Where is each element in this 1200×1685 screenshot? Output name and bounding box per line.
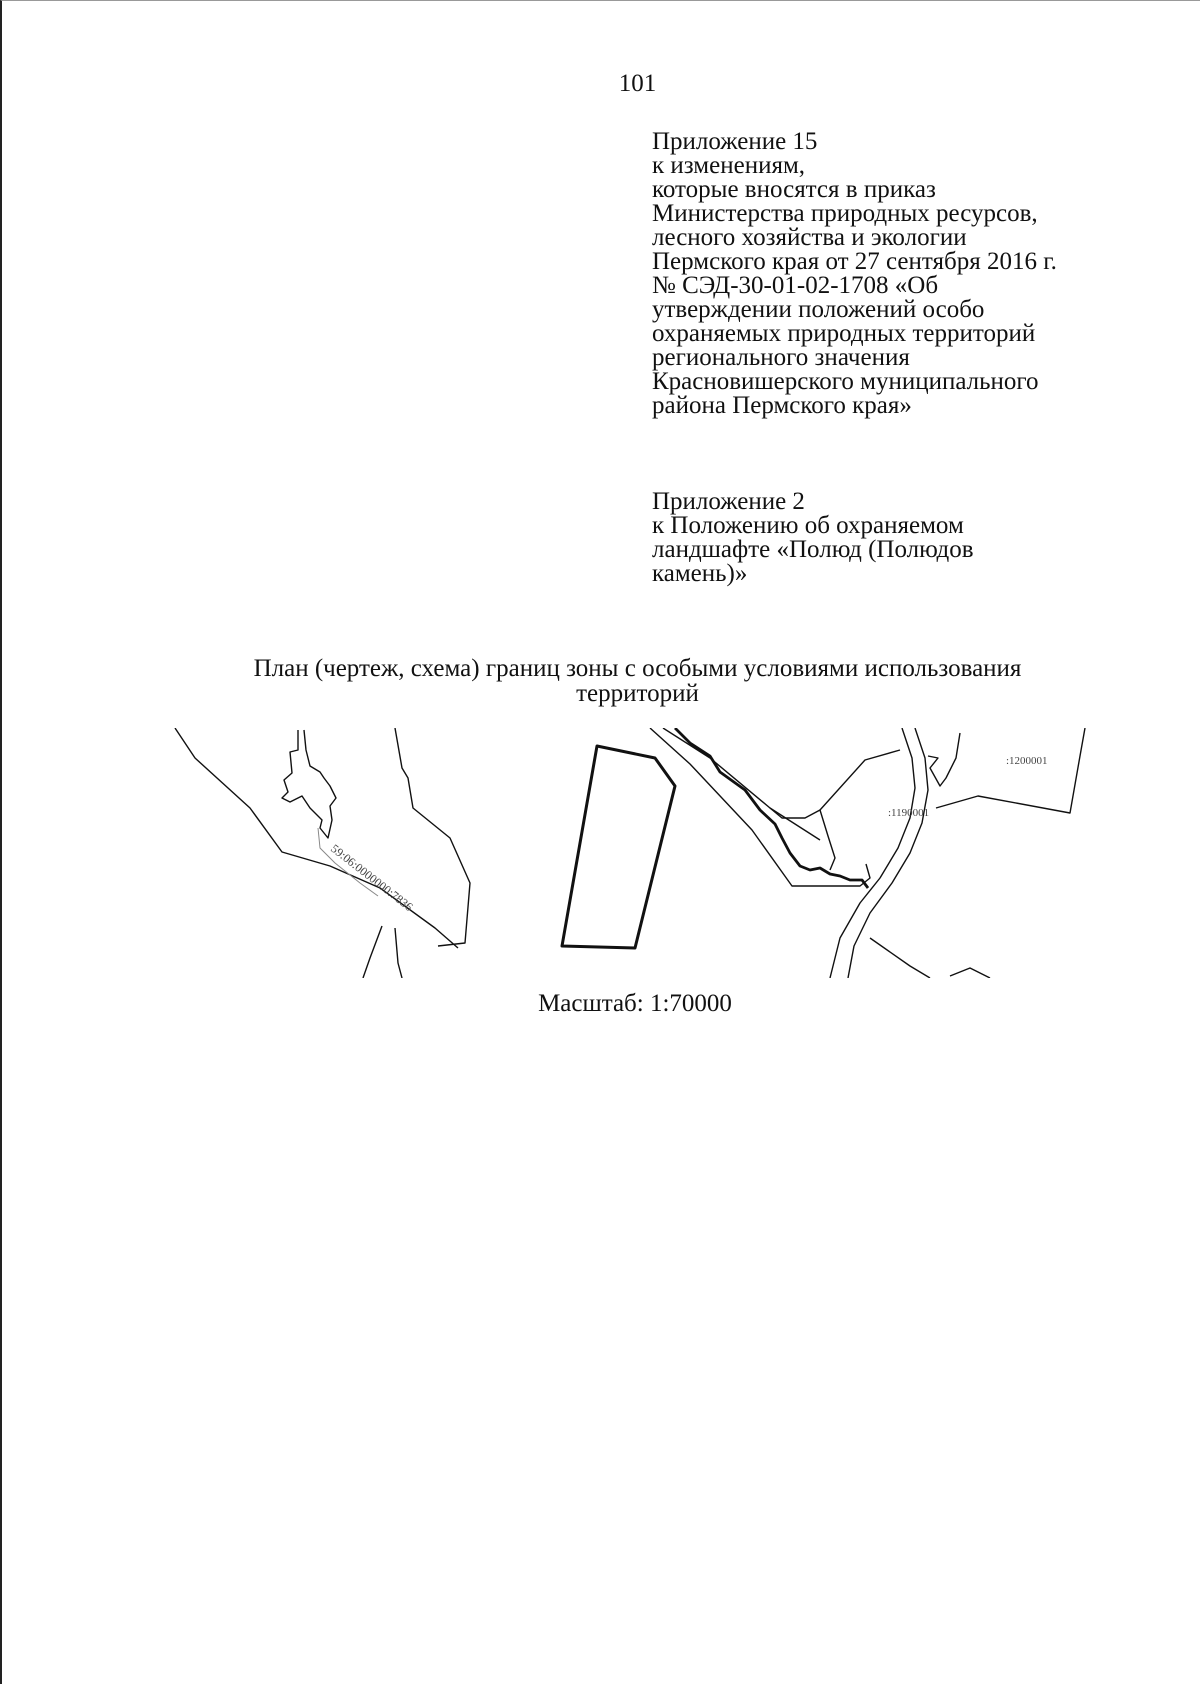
appendix-15-line: Пермского края от 27 сентября 2016 г. [652,248,1057,275]
plan-title [150,656,1125,706]
appendix-15-line: лесного хозяйства и экологии [652,224,967,251]
map-scale: Масштаб: 1:70000 [538,990,732,1017]
parcel-boundary [870,938,930,978]
appendix-15-line: утверждении положений особо [652,296,985,323]
appendix-2-line: ландшафте «Полюд (Полюдов [652,536,974,563]
appendix-2-header [652,490,1172,586]
appendix-15-line: района Пермского края» [652,392,912,419]
parcel-boundary [928,733,960,786]
river-line [770,808,835,870]
boundary-line [395,928,402,978]
boundary-line [363,926,382,978]
boundary-line [175,728,458,948]
appendix-2-line: Приложение 2 [652,488,805,515]
appendix-2-line: камень)» [652,560,748,587]
river-line [675,728,868,888]
appendix-15-line: к изменениям, [652,152,806,179]
parcel-boundary [950,968,990,978]
parcel-boundary [820,750,900,810]
appendix-15-line: Приложение 15 [652,128,818,155]
plan-title-line-1: План (чертеж, схема) границ зоны с особыми условиями использования [253,655,1022,682]
zone-outline [562,746,675,948]
appendix-15-line: охраняемых природных территорий [652,320,1036,347]
plan-title-line-2: территорий [576,680,699,707]
appendix-15-line: регионального значения [652,344,910,371]
parcel-label-1200001: :1200001 [1006,755,1048,767]
appendix-15-line: № СЭД-30-01-02-1708 «Об [652,272,939,299]
boundary-map [170,728,1100,978]
appendix-15-header [652,130,1172,418]
appendix-2-line: к Положению об охраняемом [652,512,964,539]
appendix-15-line: Красновишерского муниципального [652,368,1039,395]
appendix-15-line: которые вносятся в приказ [652,176,936,203]
appendix-15-line: Министерства природных ресурсов, [652,200,1038,227]
forest-patch [282,730,336,838]
parcel-label-7836: 59:06:0000000:7836 [328,841,416,914]
river-corridor [663,728,820,840]
river-corridor [650,728,870,886]
page-number: 101 [618,70,657,97]
parcel-label-1190001: :1190001 [888,807,930,819]
